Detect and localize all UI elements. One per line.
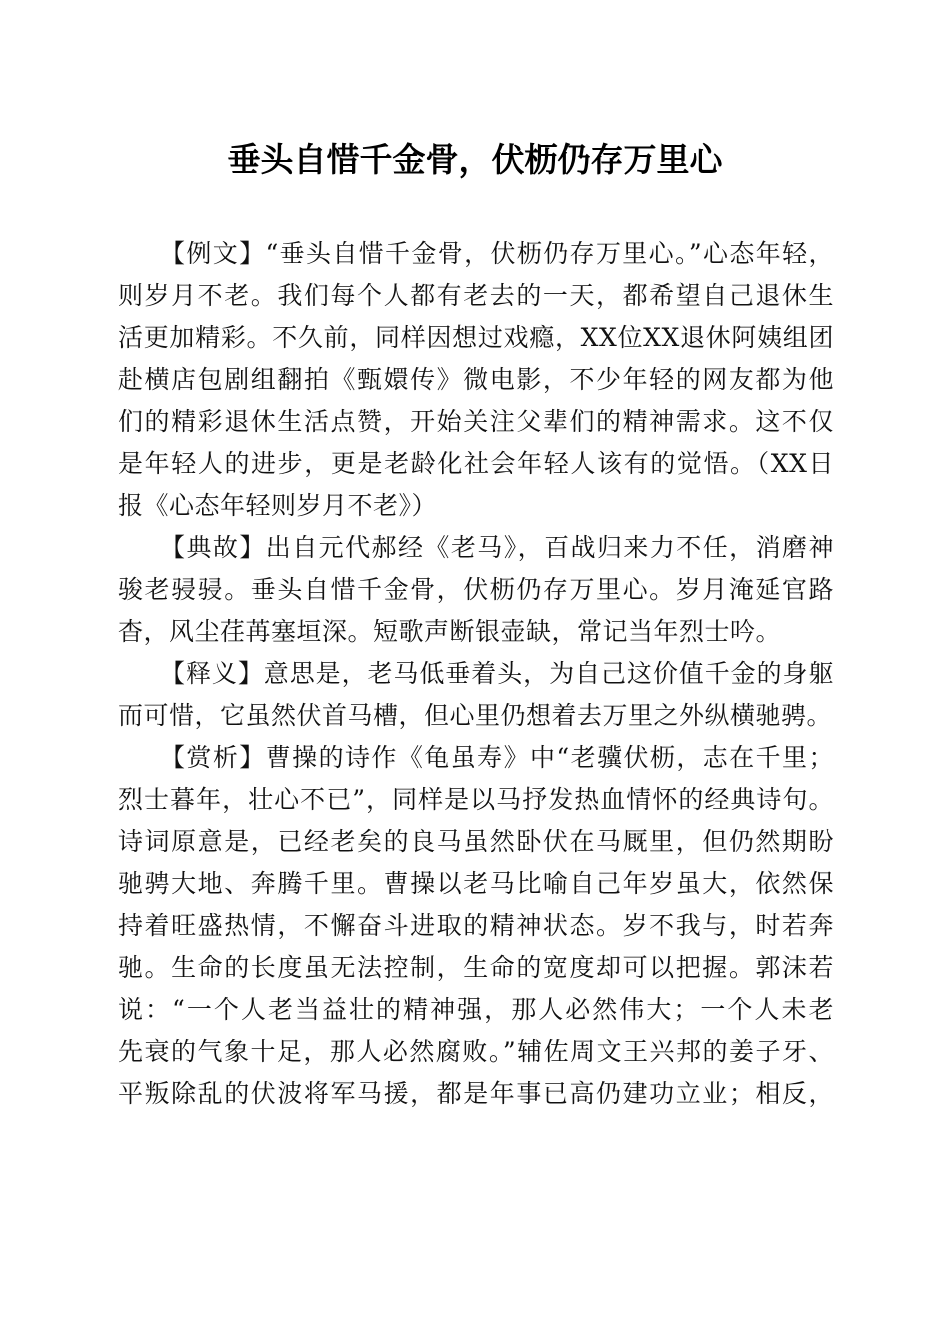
text-line: 赴横店包剧组翻拍《甄嬛传》微电影，不少年轻的网友都为他 — [118, 365, 834, 394]
document-title: 垂头自惜千金骨，伏枥仍存万里心 — [227, 140, 723, 179]
text-line: 驰骋大地、奔腾千里。曹操以老马比喻自己年岁虽大，依然保 — [118, 869, 834, 898]
paragraph-meaning — [118, 653, 834, 737]
text-line: 【例文】“垂头自惜千金骨，伏枥仍存万里心。”心态年轻， — [160, 239, 834, 268]
text-line: 先衰的气象十足，那人必然腐败。”辅佐周文王兴邦的姜子牙、 — [118, 1037, 834, 1066]
text-line: 而可惜，它虽然伏首马槽，但心里仍想着去万里之外纵横驰骋。 — [118, 701, 833, 730]
text-line: 骏老骎骎。垂头自惜千金骨，伏枥仍存万里心。岁月淹延官路 — [118, 575, 834, 604]
text-line: 烈士暮年，壮心不已”，同样是以马抒发热血情怀的经典诗句。 — [118, 785, 834, 814]
text-line: 则岁月不老。我们每个人都有老去的一天，都希望自己退休生 — [118, 281, 834, 310]
document-body — [118, 233, 834, 1115]
text-line: 说：“一个人老当益壮的精神强，那人必然伟大；一个人未老 — [118, 995, 834, 1024]
paragraph-example — [118, 233, 834, 527]
text-line: 杳，风尘荏苒塞垣深。短歌声断银壶缺，常记当年烈士吟。 — [118, 617, 782, 646]
text-line: 平叛除乱的伏波将军马援，都是年事已高仍建功立业；相反， — [118, 1079, 834, 1108]
paragraph-appreciation — [118, 737, 834, 1115]
text-line: 诗词原意是，已经老矣的良马虽然卧伏在马厩里，但仍然期盼 — [118, 827, 834, 856]
text-line: 活更加精彩。不久前，同样因想过戏瘾，XX位XX退休阿姨组团 — [118, 323, 834, 352]
paragraph-allusion — [118, 527, 834, 653]
text-line: 们的精彩退休生活点赞，开始关注父辈们的精神需求。这不仅 — [118, 407, 834, 436]
text-line: 【典故】出自元代郝经《老马》，百战归来力不任，消磨神 — [160, 533, 834, 562]
text-line: 【赏析】曹操的诗作《龟虽寿》中“老骥伏枥，志在千里； — [160, 743, 834, 772]
text-line: 【释义】意思是，老马低垂着头，为自己这价值千金的身躯 — [160, 659, 834, 688]
text-line: 是年轻人的进步，更是老龄化社会年轻人该有的觉悟。（XX日 — [118, 449, 834, 478]
text-line: 驰。生命的长度虽无法控制，生命的宽度却可以把握。郭沫若 — [118, 953, 834, 982]
text-line: 持着旺盛热情，不懈奋斗进取的精神状态。岁不我与，时若奔 — [118, 911, 834, 940]
text-line: 报《心态年轻则岁月不老》） — [118, 491, 438, 520]
